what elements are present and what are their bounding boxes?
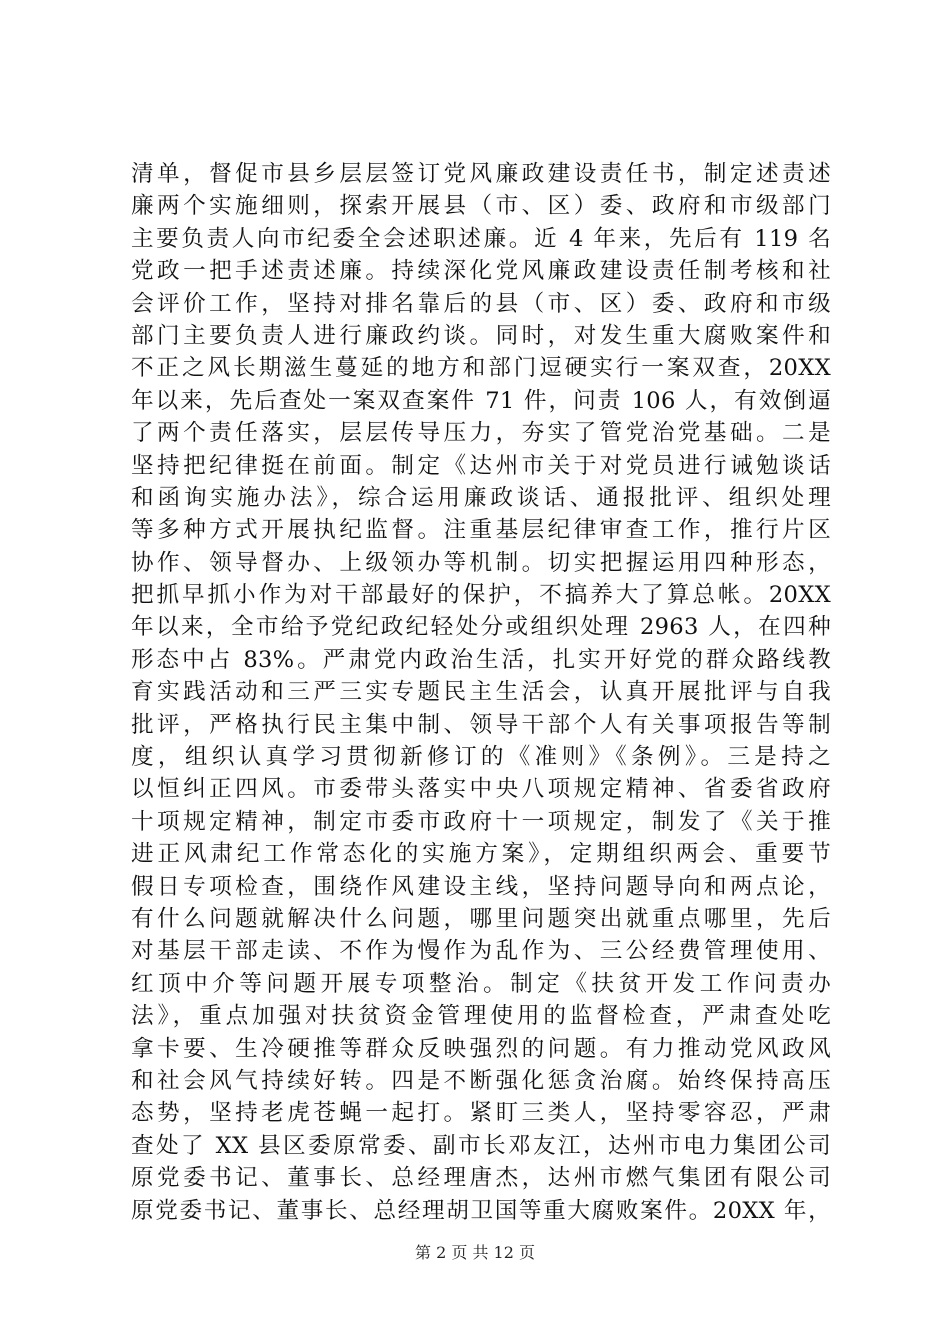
text-line: 了两个责任落实，层层传导压力，夯实了管党治党基础。二是 [131,420,831,447]
text-line: 不正之风长期滋生蔓延的地方和部门逗硬实行一案双查，20XX [131,355,831,382]
text-line: 廉两个实施细则，探索开展县（市、区）委、政府和市级部门 [131,193,831,220]
body-text [131,158,831,1227]
text-line: 假日专项检查，围绕作风建设主线，坚持问题导向和两点论， [131,873,831,900]
text-line: 以恒纠正四风。市委带头落实中央八项规定精神、省委省政府 [131,776,831,803]
text-line: 清单，督促市县乡层层签订党风廉政建设责任书，制定述责述 [131,161,831,187]
text-line: 进正风肃纪工作常态化的实施方案》，定期组织两会、重要节 [131,841,831,868]
page-number-footer: 第 2 页 共 12 页 [415,1243,535,1262]
text-line: 党政一把手述责述廉。持续深化党风廉政建设责任制考核和社 [131,258,831,285]
text-line: 年以来，全市给予党纪政纪轻处分或组织处理 2963 人，在四种 [131,614,831,641]
text-line: 原党委书记、董事长、总经理唐杰，达州市燃气集团有限公司 [131,1165,831,1192]
text-line: 把抓早抓小作为对干部最好的保护，不搞养大了算总帐。20XX [131,582,831,609]
text-line: 主要负责人向市纪委全会述职述廉。近 4 年来，先后有 119 名 [131,225,831,252]
text-line: 形态中占 83%。严肃党内政治生活，扎实开好党的群众路线教 [131,646,831,673]
text-line: 查处了 XX 县区委原常委、副市长邓友江，达州市电力集团公司 [131,1132,831,1159]
text-line: 度，组织认真学习贯彻新修订的《准则》《条例》。三是持之 [131,744,831,771]
text-line: 态势，坚持老虎苍蝇一起打。紧盯三类人，坚持零容忍，严肃 [131,1100,831,1127]
text-line: 协作、领导督办、上级领办等机制。切实把握运用四种形态， [131,549,831,576]
text-line: 会评价工作，坚持对排名靠后的县（市、区）委、政府和市级 [131,290,831,317]
text-line: 育实践活动和三严三实专题民主生活会，认真开展批评与自我 [131,679,831,706]
text-line: 和社会风气持续好转。四是不断强化惩贪治腐。始终保持高压 [131,1067,831,1094]
text-line: 法》，重点加强对扶贫资金管理使用的监督检查，严肃查处吃 [131,1003,831,1030]
text-line: 拿卡要、生冷硬推等群众反映强烈的问题。有力推动党风政风 [131,1035,831,1062]
text-line: 部门主要负责人进行廉政约谈。同时，对发生重大腐败案件和 [131,322,831,349]
text-line: 红顶中介等问题开展专项整治。制定《扶贫开发工作问责办 [131,970,831,997]
text-line: 等多种方式开展执纪监督。注重基层纪律审查工作，推行片区 [131,517,831,544]
text-line: 和函询实施办法》，综合运用廉政谈话、通报批评、组织处理 [131,484,831,511]
text-line: 原党委书记、董事长、总经理胡卫国等重大腐败案件。20XX 年， [131,1197,831,1224]
text-line: 有什么问题就解决什么问题，哪里问题突出就重点哪里，先后 [131,905,831,932]
text-line: 年以来，先后查处一案双查案件 71 件，问责 106 人，有效倒逼 [131,387,831,414]
text-line: 对基层干部走读、不作为慢作为乱作为、三公经费管理使用、 [131,938,831,965]
text-line: 坚持把纪律挺在前面。制定《达州市关于对党员进行诫勉谈话 [131,452,831,479]
text-line: 十项规定精神，制定市委市政府十一项规定，制发了《关于推 [131,808,831,835]
text-line: 批评，严格执行民主集中制、领导干部个人有关事项报告等制 [131,711,831,738]
